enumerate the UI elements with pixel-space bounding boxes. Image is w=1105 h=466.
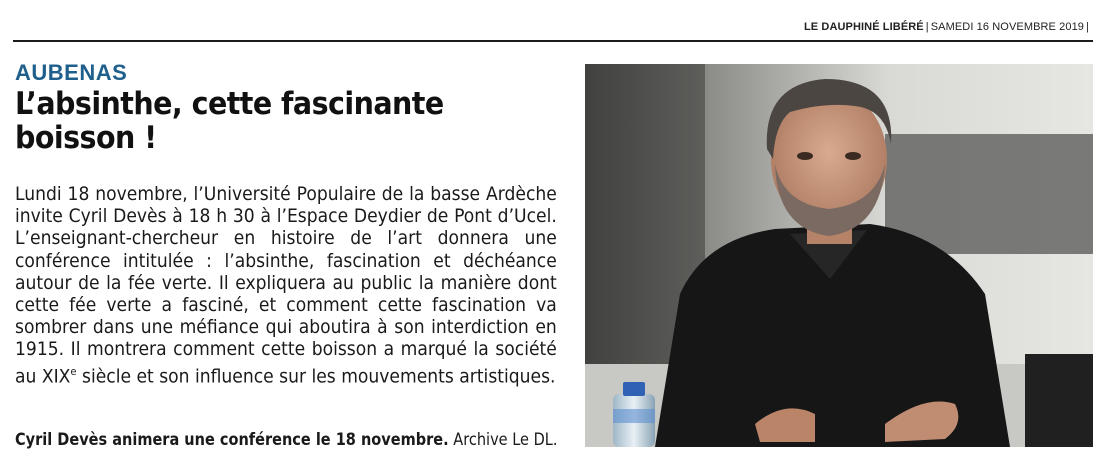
issue-date: SAMEDI 16 NOVEMBRE 2019 — [930, 21, 1085, 33]
photo-caption — [15, 430, 557, 449]
caption-text: Cyril Devès animera une conférence le 18 novembre. — [15, 430, 449, 449]
article-photo — [585, 64, 1093, 447]
article-kicker: AUBENAS — [15, 60, 128, 85]
article-headline: L’absinthe, cette fascinante boisson ! — [15, 86, 444, 156]
newspaper-name: LE DAUPHINÉ LIBÉRÉ — [803, 21, 924, 33]
header-rule — [13, 40, 1093, 42]
article-body-end: siècle et son influence sur les mouvements artistiques. — [76, 364, 556, 387]
masthead — [804, 21, 1091, 33]
masthead-separator: | — [925, 21, 929, 33]
caption-credit: Archive Le DL. — [448, 430, 558, 449]
masthead-end-separator: | — [1086, 21, 1089, 33]
article-body-main: Lundi 18 novembre, l’Université Populaire de la basse Ardèche invite Cyril Devès à 18 h 30 à l’Espace Deydier de Pont d’Ucel. L’enseignant-chercheur en histoire de l’art donnera une conférence intitulée : l’absinthe, fascination et déchéance autour de la fée verte. Il expliquera au public la manière dont cette fée verte a fasciné, et comment cette fascination va sombrer dans une méfiance qui aboutira à son interdiction en 1915. Il montrera comment cette boisson a marqué la société au XIX — [15, 183, 557, 387]
article-body — [15, 183, 557, 387]
speaker-photo-illustration — [585, 64, 1093, 447]
century-superscript: e — [70, 364, 77, 378]
